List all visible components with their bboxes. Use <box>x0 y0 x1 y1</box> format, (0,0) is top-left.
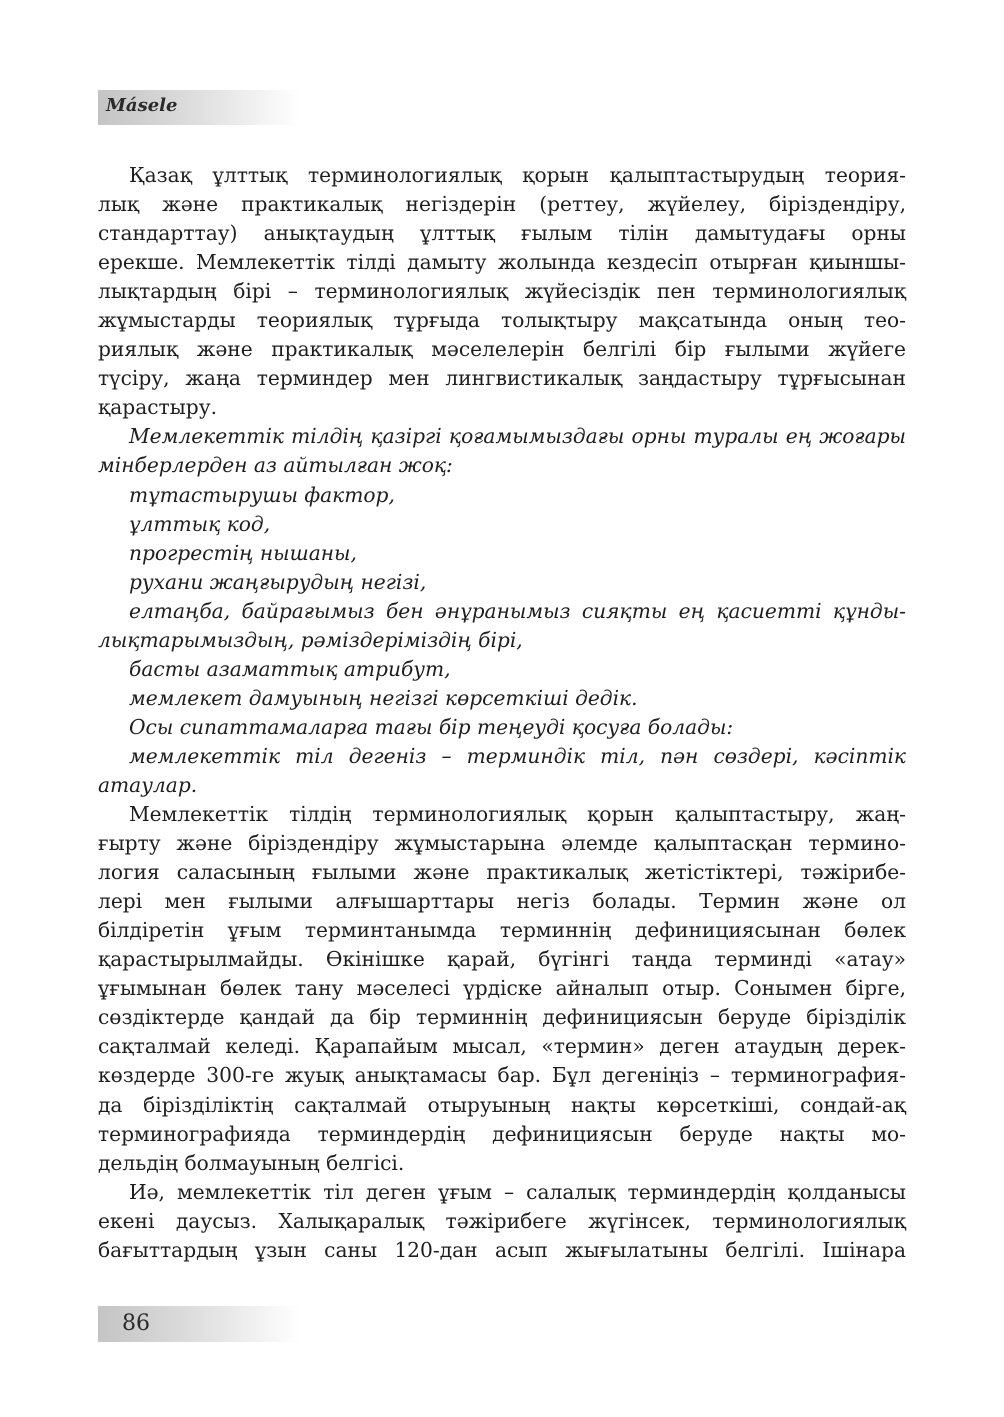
text-line: бағыттардың ұзын саны 120-дан асып жығылатыны белгілі. Ішінара <box>98 1237 906 1262</box>
text-line: лықтардың бірі – терминологиялық жүйесіздік пен терминологиялық <box>98 279 906 304</box>
text-line: мемлекет дамуының негізгі көрсеткіші дедік. <box>129 685 638 710</box>
text-line: ұғымынан бөлек тану мәселесі үрдіске айналып отыр. Сонымен бірге, <box>98 976 906 1001</box>
text-line: қарастырылмайды. Өкінішке қарай, бүгінгі таңда терминді «атау» <box>98 947 906 972</box>
section-label: Másele <box>106 95 178 116</box>
text-line: Мемлекеттік тілдің терминологиялық қорын қалыптастыру, жаң- <box>129 802 906 827</box>
text-line: мінберлерден аз айтылған жоқ: <box>98 453 453 478</box>
text-line: мемлекеттік тіл дегеніз – терминдік тіл, пән сөздері, кәсіптік <box>129 743 906 768</box>
text-line: лықтарымыздың, рәміздеріміздің бірі, <box>98 627 523 652</box>
text-line: тұтастырушы фактор, <box>129 482 395 507</box>
text-line: прогрестің нышаны, <box>129 540 357 565</box>
text-line: лық және практикалық негіздерін (реттеу, жүйелеу, біріздендіру, <box>98 192 906 217</box>
text-line: сөздіктерде қандай да бір терминнің дефинициясын беруде бірізділік <box>98 1005 906 1030</box>
text-line: Мемлекеттік тілдің қазіргі қоғамымыздағы орны туралы ең жоғары <box>129 424 906 449</box>
text-line: ғырту және біріздендіру жұмыстарына әлемде қалыптасқан термино- <box>98 831 906 856</box>
text-line: рухани жаңғырудың негізі, <box>129 569 427 594</box>
text-line: басты азаматтық атрибут, <box>129 656 451 681</box>
text-line: елтаңба, байрағымыз бен әнұранымыз сияқты ең қасиетті құнды- <box>129 598 906 623</box>
text-line: атаулар. <box>98 772 198 797</box>
text-line: екені даусыз. Халықаралық тәжірибеге жүгінсек, терминологиялық <box>98 1208 906 1233</box>
body-text <box>98 161 906 1265</box>
text-line: сақталмай келеді. Қарапайым мысал, «термин» деген атаудың дерек- <box>98 1034 906 1059</box>
text-line: Қазақ ұлттық терминологиялық қорын қалыптастырудың теория- <box>129 163 906 187</box>
text-line: стандарттау) анықтаудың ұлттық ғылым тілін дамытудағы орны <box>98 221 906 246</box>
text-line: жұмыстарды теориялық тұрғыда толықтыру мақсатында оның тео- <box>98 308 906 333</box>
text-line: Осы сипаттамаларға тағы бір теңеуді қосуға болады: <box>129 714 734 739</box>
text-line: риялық және практикалық мәселелерін белгілі бір ғылыми жүйеге <box>98 337 906 362</box>
page-footer-bar <box>98 1306 300 1342</box>
text-line: терминографияда терминдердің дефинициясын беруде нақты мо- <box>98 1121 906 1146</box>
text-line: дельдің болмауының белгісі. <box>98 1150 405 1175</box>
text-line: лері мен ғылыми алғышарттары негіз болады. Термин және ол <box>98 889 906 914</box>
text-line: ұлттық код, <box>129 511 271 536</box>
text-line: білдіретін ұғым терминтанымда терминнің дефинициясынан бөлек <box>98 918 906 943</box>
text-line: ерекше. Мемлекеттік тілді дамыту жолында кездесіп отырған қиыншы- <box>98 250 906 275</box>
text-line: көздерде 300-ге жуық анықтамасы бар. Бұл дегеніңіз – терминография- <box>98 1063 906 1088</box>
text-line: да бірізділіктің сақталмай отыруының нақты көрсеткіші, сондай-ақ <box>98 1092 906 1117</box>
text-line: логия саласының ғылыми және практикалық жетістіктері, тәжірибе- <box>98 860 906 885</box>
section-header-bar <box>98 90 300 125</box>
page-number: 86 <box>122 1311 150 1336</box>
text-line: қарастыру. <box>98 395 217 420</box>
text-line: Иә, мемлекеттік тіл деген ұғым – салалық терминдердің қолданысы <box>129 1179 906 1204</box>
text-line: түсіру, жаңа терминдер мен лингвистикалық заңдастыру тұрғысынан <box>98 366 906 391</box>
